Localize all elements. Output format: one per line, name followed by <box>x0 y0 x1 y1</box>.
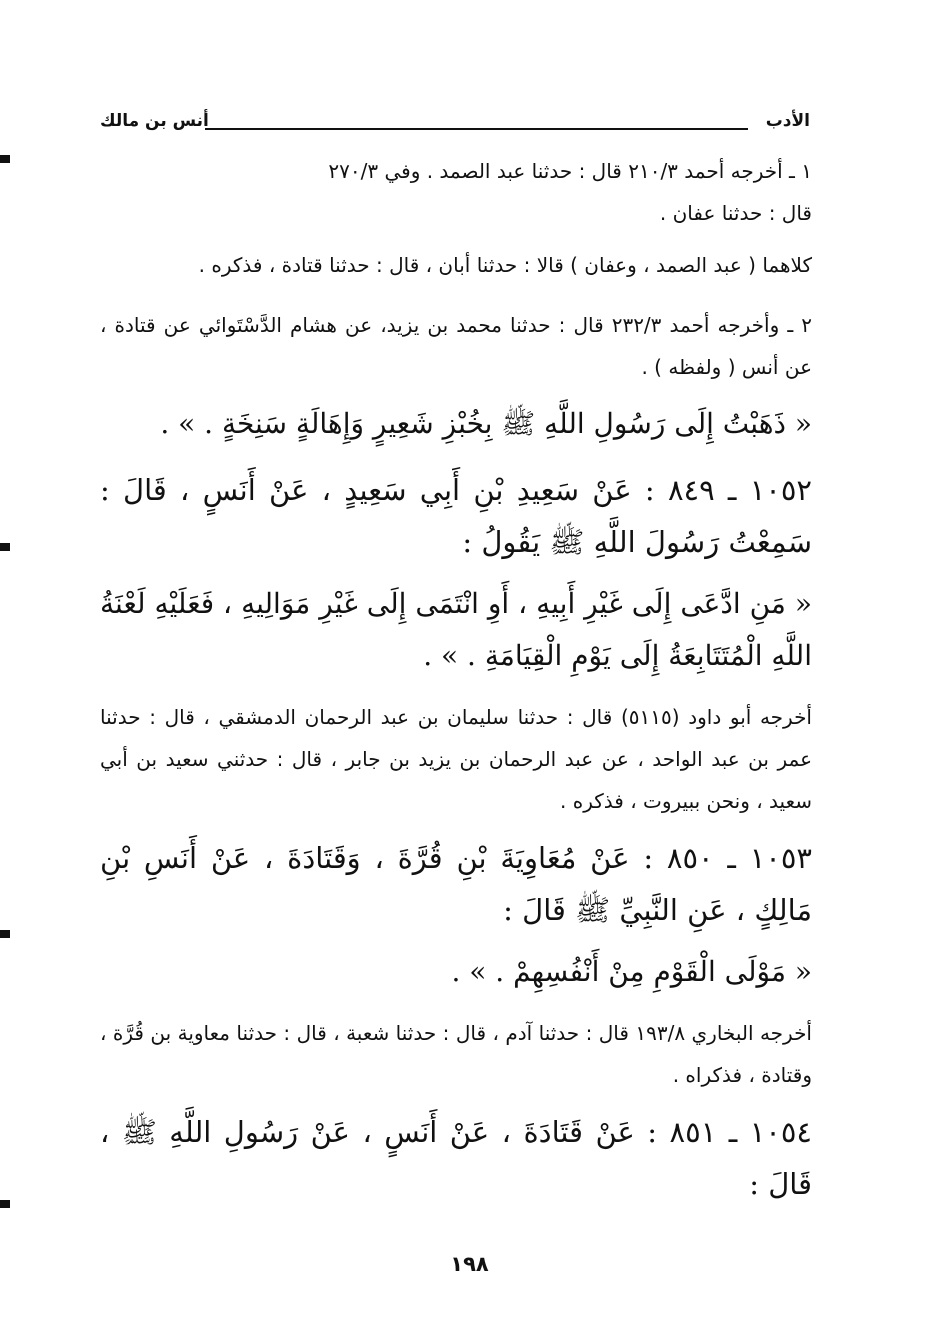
hadith-1052-chain: ١٠٥٢ ـ ٨٤٩ : عَنْ سَعِيدِ بْنِ أَبِي سَعِيدٍ ، عَنْ أَنَسٍ ، قَالَ : سَمِعْتُ رَسُولَ اللَّهِ ﷺ يَقُولُ : <box>100 473 812 559</box>
footnote-1-line-1: ١ ـ أخرجه أحمد ٢١٠/٣ قال : حدثنا عبد الصمد . وفي ٢٧٠/٣ <box>328 159 812 183</box>
running-header <box>100 105 810 141</box>
page-number: ١٩٨ <box>450 1252 489 1276</box>
hadith-1053-chain: ١٠٥٣ ـ ٨٥٠ : عَنْ مُعَاوِيَةَ بْنِ قُرَّةَ ، وَقَتَادَةَ ، عَنْ أَنَسِ بْنِ مَالِكٍ ، عَنِ النَّبِيِّ ﷺ قَالَ : <box>100 841 812 927</box>
hadith-1052-takhrij: أخرجه أبو داود (٥١١٥) قال : حدثنا سليمان بن عبد الرحمان الدمشقي ، قال : حدثنا عمر بن عبد الواحد ، عن عبد الرحمان بن يزيد بن جابر ، قال : حدثني سعيد بن أبي سعيد ، ونحن ببيروت ، فذكره . <box>100 705 812 813</box>
footnote-1-line-2: قال : حدثنا عفان . <box>659 201 812 225</box>
scan-edge-mark <box>0 155 10 163</box>
hadith-1054-chain: ١٠٥٤ ـ ٨٥١ : عَنْ قَتَادَةَ ، عَنْ أَنَسٍ ، عَنْ رَسُولِ اللَّهِ ﷺ ، قَالَ : <box>100 1115 812 1201</box>
hadith-1053-text: « مَوْلَى الْقَوْمِ مِنْ أَنْفُسِهِمْ . » . <box>451 955 812 988</box>
scan-edge-mark <box>0 930 10 938</box>
page-content <box>100 150 812 1220</box>
book-title: أنس بن مالك <box>100 111 209 131</box>
scan-edge-mark <box>0 1200 10 1208</box>
footnote-1-continuation: كلاهما ( عبد الصمد ، وعفان ) قالا : حدثنا أبان ، قال : حدثنا قتادة ، فذكره . <box>198 253 812 277</box>
footnote-2-quote: « ذَهَبْتُ إِلَى رَسُولِ اللَّهِ ﷺ بِخُبْزِ شَعِيرٍ وَإِهَالَةٍ سَنِخَةٍ . » . <box>160 407 812 440</box>
header-rule <box>205 128 748 130</box>
section-title: الأدب <box>765 111 810 131</box>
scan-edge-mark <box>0 543 10 551</box>
hadith-1052-text: « مَنِ ادَّعَى إِلَى غَيْرِ أَبِيهِ ، أَوِ انْتَمَى إِلَى غَيْرِ مَوَالِيهِ ، فَعَلَيْهِ لَعْنَةُ اللَّهِ الْمُتَتَابِعَةُ إِلَى يَوْمِ الْقِيَامَةِ . » . <box>100 587 812 672</box>
hadith-1053-takhrij: أخرجه البخاري ١٩٣/٨ قال : حدثنا آدم ، قال : حدثنا شعبة ، قال : حدثنا معاوية بن قُرَّة ، وقتادة ، فذكراه . <box>100 1021 812 1087</box>
footnote-2: ٢ ـ وأخرجه أحمد ٢٣٢/٣ قال : حدثنا محمد بن يزيد، عن هشام الدَّسْتَوائي عن قتادة ، عن أنس ( ولفظه ) . <box>100 313 812 379</box>
